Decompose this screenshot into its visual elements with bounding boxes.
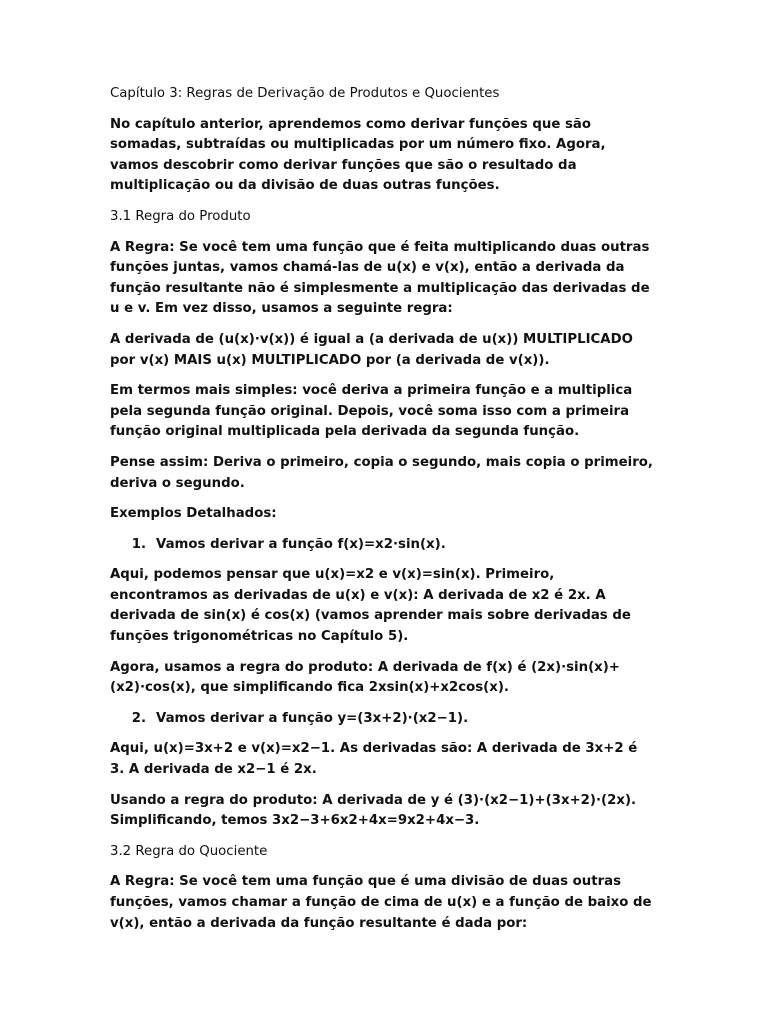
- document-page: [110, 84, 655, 944]
- product-rule-paragraph: A Regra: Se você tem uma função que é feita multiplicando duas outras funções juntas, vamos chamá-las de u(x) e v(x), então a derivada da função resultante não é simplesmente a multiplicação das derivadas de u e v. Em vez disso, usamos a seguinte regra:: [110, 239, 650, 317]
- example-1-title: Vamos derivar a função f(x)=x2·sin(x).: [156, 536, 446, 552]
- example-1-paragraph-1: Aqui, podemos pensar que u(x)=x2 e v(x)=sin(x). Primeiro, encontramos as derivadas de u(x) e v(x): A derivada de x2 é 2x. A derivada de sin(x) é cos(x) (vamos aprender mais sobre derivadas de funções trigonométricas no Capítulo 5).: [110, 567, 631, 645]
- example-2-item: [110, 709, 655, 730]
- quotient-rule-paragraph: A Regra: Se você tem uma função que é uma divisão de duas outras funções, vamos chamar a função de cima de u(x) e a função de baixo de v(x), então a derivada da função resultante é dada por:: [110, 874, 652, 931]
- product-rule-statement: A derivada de (u(x)·v(x)) é igual a (a derivada de u(x)) MULTIPLICADO por v(x) MAIS u(x) MULTIPLICADO por (a derivada de v(x)).: [110, 331, 633, 368]
- example-1-item: [110, 535, 655, 556]
- examples-heading: Exemplos Detalhados:: [110, 506, 277, 522]
- section-heading-product-rule: 3.1 Regra do Produto: [110, 208, 251, 224]
- example-2-paragraph-2: Usando a regra do produto: A derivada de y é (3)·(x2−1)+(3x+2)·(2x). Simplificando, temos 3x2−3+6x2+4x=9x2+4x−3.: [110, 792, 637, 829]
- intro-paragraph: No capítulo anterior, aprendemos como derivar funções que são somadas, subtraídas ou multiplicadas por um número fixo. Agora, vamos descobrir como derivar funções que são o resultado da multiplicação ou da divisão de duas outras funções.: [110, 116, 606, 194]
- example-1-paragraph-2: Agora, usamos a regra do produto: A derivada de f(x) é (2x)·sin(x)+(x2)·cos(x), que simplificando fica 2xsin(x)+x2cos(x).: [110, 659, 620, 696]
- think-paragraph: Pense assim: Deriva o primeiro, copia o segundo, mais copia o primeiro, deriva o segundo.: [110, 454, 653, 491]
- example-1-number: 1.: [131, 536, 146, 552]
- chapter-title: Capítulo 3: Regras de Derivação de Produtos e Quocientes: [110, 86, 500, 101]
- simple-terms-paragraph: Em termos mais simples: você deriva a primeira função e a multiplica pela segunda função original. Depois, você soma isso com a primeira função original multiplicada pela derivada da segunda função.: [110, 383, 633, 440]
- example-2-title: Vamos derivar a função y=(3x+2)·(x2−1).: [156, 710, 469, 726]
- example-2-paragraph-1: Aqui, u(x)=3x+2 e v(x)=x2−1. As derivadas são: A derivada de 3x+2 é 3. A derivada de x2−1 é 2x.: [110, 741, 638, 778]
- example-2-number: 2.: [131, 710, 146, 726]
- section-heading-quotient-rule: 3.2 Regra do Quociente: [110, 843, 268, 859]
